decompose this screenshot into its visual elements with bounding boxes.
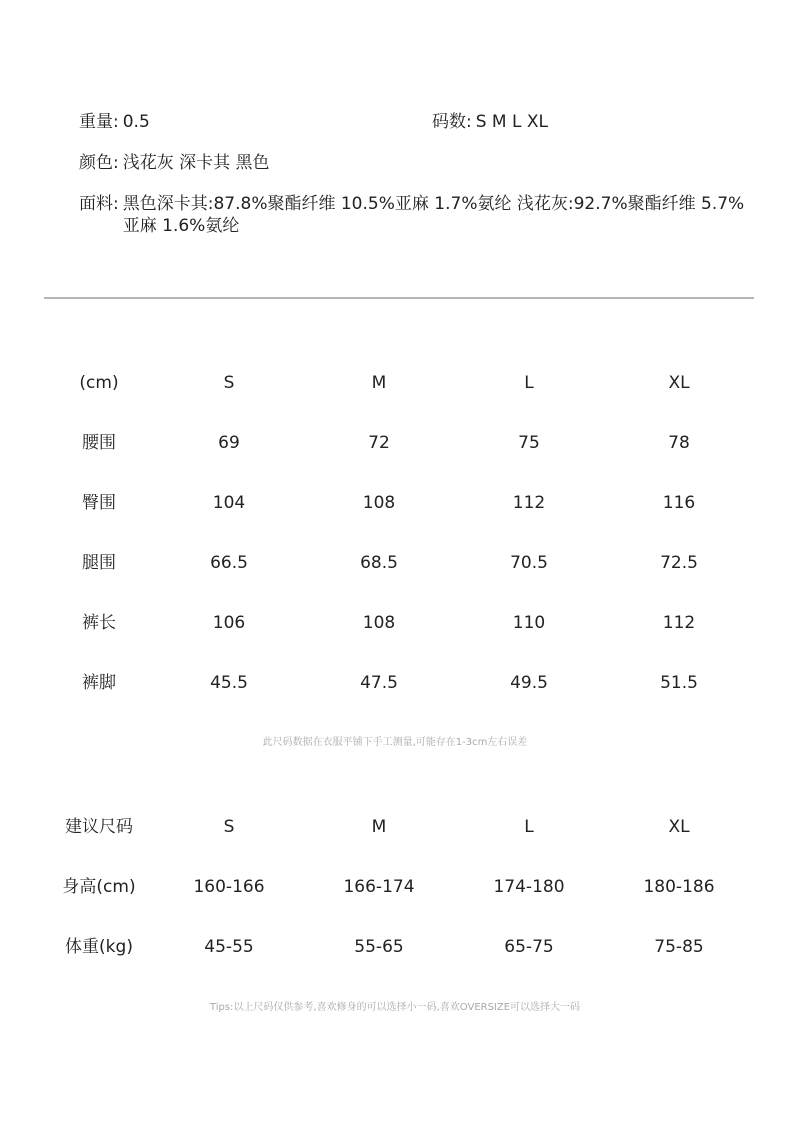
table-cell: 174-180 <box>493 877 565 897</box>
table-cell: 104 <box>212 493 246 513</box>
fabric-line <box>79 193 749 237</box>
table-cell: 72.5 <box>660 553 698 573</box>
row-label: 裤长 <box>82 613 116 633</box>
table-cell: 180-186 <box>643 877 715 897</box>
weight-value: 0.5 <box>122 112 150 132</box>
weight-line <box>79 111 150 133</box>
table-cell: 55-65 <box>354 937 404 957</box>
header-cell-s: S <box>223 817 235 837</box>
table-cell: 75-85 <box>654 937 704 957</box>
table-cell: 45-55 <box>204 937 254 957</box>
measurement-header-row <box>0 368 790 398</box>
header-cell-l: L <box>524 817 534 837</box>
table-cell: 112 <box>662 613 696 633</box>
table-cell: 47.5 <box>360 673 398 693</box>
table-cell: 49.5 <box>510 673 548 693</box>
tips-note: Tips:以上尺码仅供参考,喜欢修身的可以选择小一码,喜欢OVERSIZE可以选择大一码 <box>209 1002 581 1013</box>
row-label: 身高(cm) <box>62 877 136 897</box>
table-cell: 78 <box>668 433 690 453</box>
table-cell: 108 <box>362 613 396 633</box>
table-cell: 106 <box>212 613 246 633</box>
row-label: 裤脚 <box>82 673 116 693</box>
recommendation-header-row <box>0 812 790 842</box>
fabric-value: 黑色深卡其:87.8%聚酯纤维 10.5%亚麻 1.7%氨纶 浅花灰:92.7%聚酯纤维 5.7%亚麻 1.6%氨纶 <box>122 194 745 236</box>
table-row-thigh <box>0 548 790 578</box>
table-cell: 65-75 <box>504 937 554 957</box>
weight-label: 重量: <box>79 112 119 132</box>
table-cell: 108 <box>362 493 396 513</box>
table-cell: 110 <box>512 613 546 633</box>
table-cell: 45.5 <box>210 673 248 693</box>
table-cell: 72 <box>368 433 390 453</box>
table-row-hem <box>0 668 790 698</box>
measurement-note: 此尺码数据在衣服平铺下手工测量,可能存在1-3cm左右误差 <box>262 737 528 748</box>
size-line <box>432 111 548 133</box>
color-label: 颜色: <box>79 153 119 173</box>
row-label: 腰围 <box>82 433 116 453</box>
fabric-label: 面料: <box>79 194 119 214</box>
size-value: S M L XL <box>475 112 548 132</box>
header-cell-xl: XL <box>668 817 690 837</box>
table-row-length <box>0 608 790 638</box>
row-label: 腿围 <box>82 553 116 573</box>
header-cell-s: S <box>223 373 235 393</box>
table-row-height <box>0 872 790 902</box>
table-cell: 166-174 <box>343 877 415 897</box>
header-cell-l: L <box>524 373 534 393</box>
color-value: 浅花灰 深卡其 黑色 <box>122 153 270 173</box>
section-divider <box>44 297 754 299</box>
header-cell-m: M <box>371 373 387 393</box>
table-row-weight <box>0 932 790 962</box>
table-cell: 116 <box>662 493 696 513</box>
header-cell-unit: (cm) <box>79 373 119 393</box>
table-cell: 70.5 <box>510 553 548 573</box>
table-cell: 75 <box>518 433 540 453</box>
header-cell-m: M <box>371 817 387 837</box>
header-cell-recommend: 建议尺码 <box>65 817 133 837</box>
table-cell: 160-166 <box>193 877 265 897</box>
row-label: 体重(kg) <box>65 937 133 957</box>
color-line <box>79 152 270 174</box>
row-label: 臀围 <box>82 493 116 513</box>
header-cell-xl: XL <box>668 373 690 393</box>
table-cell: 68.5 <box>360 553 398 573</box>
size-label: 码数: <box>432 112 472 132</box>
table-row-waist <box>0 428 790 458</box>
table-cell: 66.5 <box>210 553 248 573</box>
table-cell: 51.5 <box>660 673 698 693</box>
table-cell: 69 <box>218 433 240 453</box>
table-row-hip <box>0 488 790 518</box>
table-cell: 112 <box>512 493 546 513</box>
